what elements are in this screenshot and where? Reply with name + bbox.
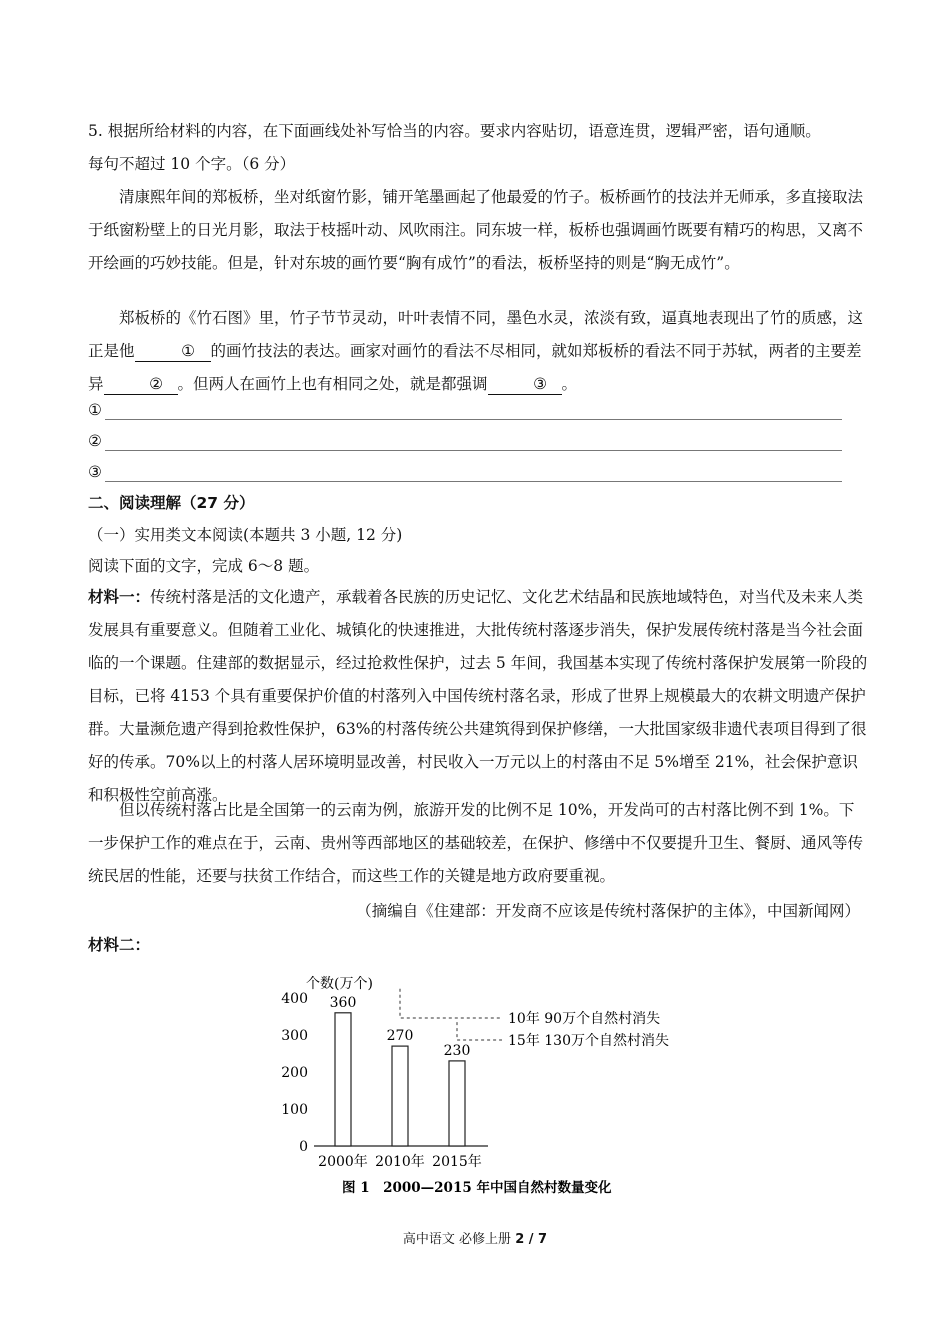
chart-y-ticks	[281, 991, 308, 1155]
material-2-label: 材料二：	[88, 936, 151, 954]
blank-3: ③	[488, 374, 562, 395]
page-footer	[0, 1228, 950, 1247]
answer-line-2-number: ②	[88, 432, 102, 450]
section-2-heading: 二、阅读理解（27 分）	[88, 494, 255, 512]
annotation-leader-line	[457, 1022, 502, 1040]
para2-text-c: 。但两人在画竹上也有相同之处，就是都强调	[177, 375, 488, 393]
q5-prompt-line2: 每句不超过 10 个字。（6 分）	[88, 155, 296, 173]
y-tick-label: 100	[281, 1102, 308, 1118]
y-tick-label: 300	[281, 1028, 308, 1044]
y-tick-label: 400	[281, 991, 308, 1007]
annotation-label: 10年 90万个自然村消失	[508, 1011, 661, 1027]
material-1-label: 材料一：	[88, 588, 151, 606]
q5-prompt-line1: 5. 根据所给材料的内容，在下面画线处补写恰当的内容。要求内容贴切，语意连贯，逻辑严密，语句通顺。	[88, 122, 821, 140]
para2-text-b: 的画竹技法的表达。画家对画竹的看法不尽相同，就如郑板桥的看法不同于苏轼，两者的主要差异	[88, 342, 862, 393]
x-tick-label: 2000年	[318, 1154, 368, 1170]
annotation-label: 15年 130万个自然村消失	[508, 1033, 669, 1049]
bar-2000年	[335, 1013, 351, 1146]
bar-value-label: 270	[386, 1028, 414, 1045]
section-2-instruction: 阅读下面的文字，完成 6～8 题。	[88, 557, 320, 575]
q5-paragraph-1: 清康熙年间的郑板桥，坐对纸窗竹影，铺开笔墨画起了他最爱的竹子。板桥画竹的技法并无师承，多直接取法于纸窗粉壁上的日光月影，取法于枝摇叶动、风吹雨注。同东坡一样，板桥也强调画竹既要有精巧的构思，又离不开绘画的巧妙技能。但是，针对东坡的画竹要“胸有成竹”的看法，板桥坚持的则是“胸无成竹”。	[88, 188, 864, 272]
bar-value-label: 360	[329, 994, 357, 1011]
para2-text-a: 郑板桥的《竹石图》里，竹子节节灵动，叶叶表情不同，墨色水灵，浓淡有致，逼真地表现出了竹的质感，这正是他	[88, 309, 864, 360]
material-1-text: 传统村落是活的文化遗产，承载着各民族的历史记忆、文化艺术结晶和民族地域特色，对当代及未来人类发展具有重要意义。但随着工业化、城镇化的快速推进，大批传统村落逐步消失，保护发展传统村落是当今社会面临的一个课题。住建部的数据显示，经过抢救性保护，过去 5 年间，我国基本实现了传统村落保护发展第一阶段的目标，已将 4153 个具有重要保护价值的村落列入中国传统村落名录，形成了世界上规模最大的农耕文明遗产保护群。大量濒危遗产得到抢救性保护，63%的村落传统公共建筑得到保护修缮，一大批国家级非遗代表项目得到了很好的传承。70%以上的村落人居环境明显改善，村民收入一万元以上的村落由不足 5%增至 21%，社会保护意识和积极性空前高涨。	[88, 588, 868, 804]
page-number: 2 / 7	[515, 1232, 548, 1247]
chart-y-axis-label: 个数(万个)	[306, 976, 373, 992]
answer-line-3-number: ③	[88, 463, 102, 481]
material-1-source: （摘编自《住建部：开发商不应该是传统村落保护的主体》，中国新闻网）	[356, 902, 860, 920]
y-tick-label: 0	[299, 1139, 308, 1155]
answer-line-1-number: ①	[88, 401, 102, 419]
chart-caption: 图 1 2000—2015 年中国自然村数量变化	[342, 1180, 612, 1196]
y-tick-label: 200	[281, 1065, 308, 1081]
bar-2010年	[392, 1046, 408, 1146]
q5-paragraph-2	[88, 302, 868, 401]
x-tick-label: 2015年	[432, 1154, 482, 1170]
bar-2015年	[449, 1061, 465, 1146]
chart-bars	[318, 995, 482, 1170]
para2-text-d: 。	[561, 375, 578, 393]
blank-2: ②	[104, 374, 178, 395]
chart-annotations	[400, 989, 669, 1049]
answer-line-1[interactable]	[88, 401, 842, 423]
answer-line-3[interactable]	[88, 463, 842, 485]
answer-line-2[interactable]	[88, 432, 842, 454]
village-count-bar-chart	[270, 968, 690, 1208]
section-2-subheading: （一）实用类文本阅读(本题共 3 小题, 12 分)	[88, 526, 403, 544]
x-tick-label: 2010年	[375, 1154, 425, 1170]
bar-value-label: 230	[443, 1042, 471, 1059]
footer-text: 高中语文 必修上册	[402, 1232, 512, 1247]
material-1-para-2: 但以传统村落占比是全国第一的云南为例，旅游开发的比例不足 10%，开发尚可的古村落比例不到 1%。下一步保护工作的难点在于，云南、贵州等西部地区的基础较差，在保护、修缮中不仅要提升卫生、餐厨、通风等传统民居的性能，还要与扶贫工作结合，而这些工作的关键是地方政府要重视。	[88, 801, 864, 885]
annotation-leader-line	[400, 989, 502, 1018]
material-1	[88, 581, 868, 812]
blank-1: ①	[135, 341, 211, 362]
